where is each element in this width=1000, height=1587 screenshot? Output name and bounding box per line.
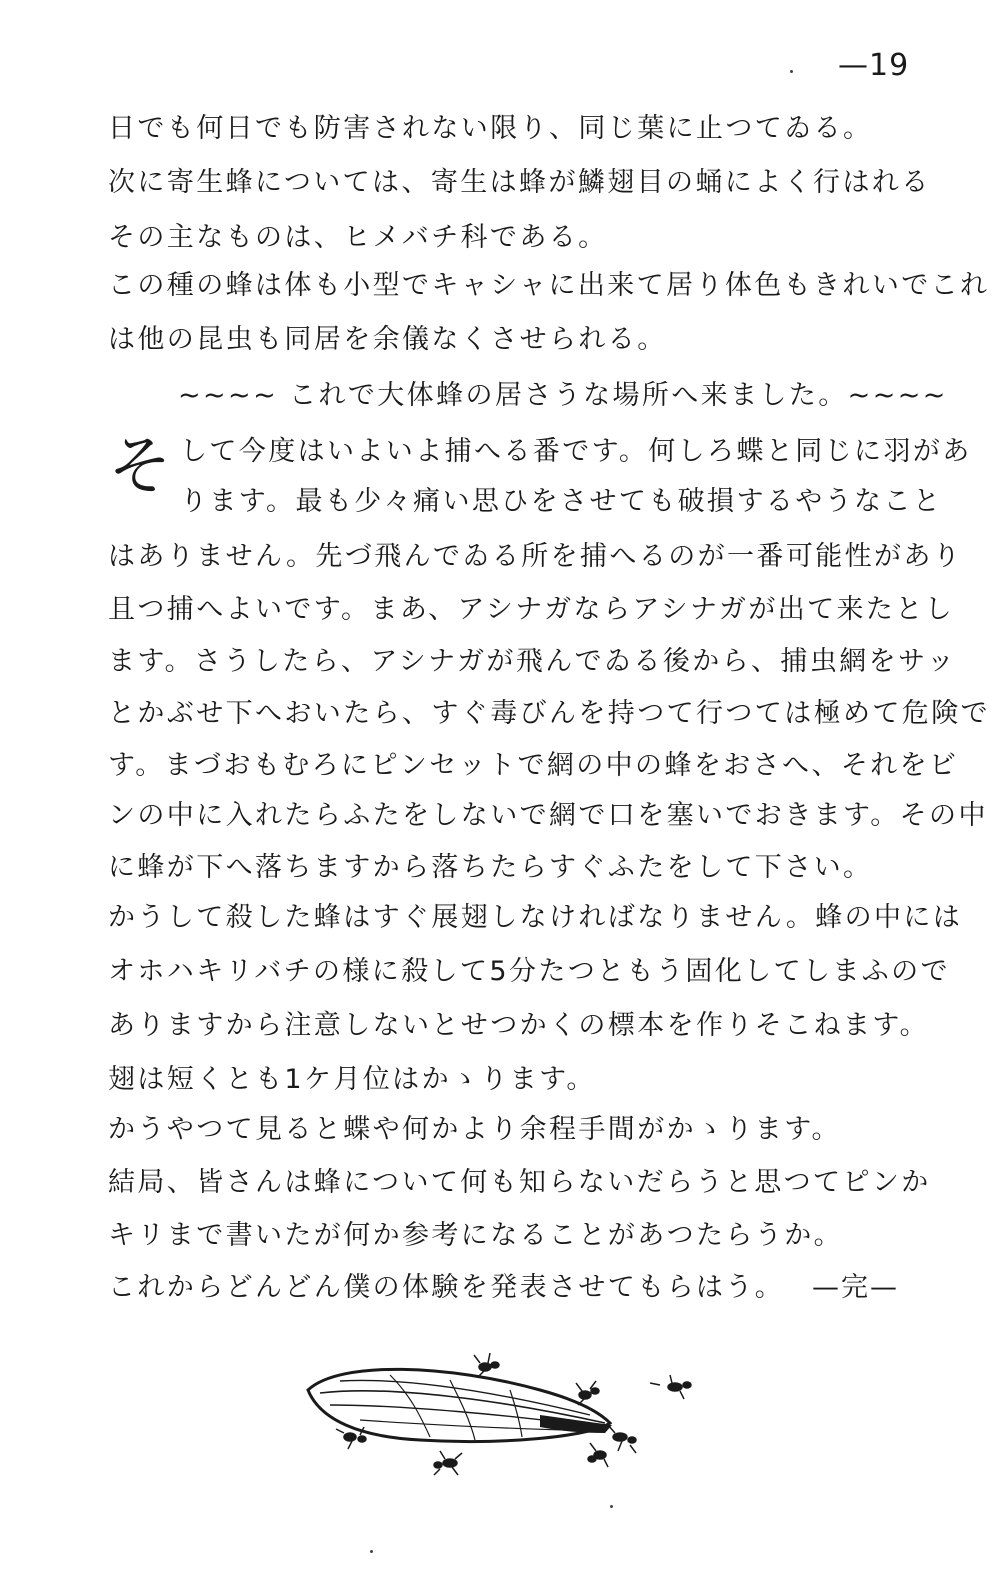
paragraph-line-10: かうして殺した蜂はすぐ展翅しなければなりません。蜂の中には [108, 902, 963, 933]
paragraph-line-4: 且つ捕へよいです。まあ、アシナガならアシナガが出て来たとし [108, 594, 955, 625]
drop-cap: そ [108, 430, 172, 504]
speck-mark [370, 1550, 373, 1553]
paragraph-line-15: 結局、皆さんは蜂について何も知らないだらうと思つてピンか [108, 1167, 931, 1198]
paragraph-line-14: かうやつて見ると蝶や何かより余程手間がかゝります。 [108, 1114, 841, 1145]
text-line-4: この種の蜂は体も小型でキャシャに出来て居り体色もきれいでこれ [108, 270, 990, 301]
text-line-2: 次に寄生蜂については、寄生は蜂が鱗翅目の蛹によく行はれる [108, 167, 931, 198]
speck-mark [610, 1505, 613, 1508]
paragraph-line-7: す。まづおもむろにピンセットで網の中の蜂をおさへ、それをビ [108, 750, 959, 781]
paragraph-line-11: オホハキリバチの様に殺して5分たつともう固化してしまふので [108, 956, 950, 987]
paragraph-line-1: して今度はいよいよ捕へる番です。何しろ蝶と同じに羽があ [180, 436, 972, 467]
paragraph-line-17: これからどんどん僕の体験を発表させてもらはう。 [108, 1272, 785, 1303]
text-line-3: その主なものは、ヒメバチ科である。 [108, 222, 608, 253]
paragraph-line-16: キリまで書いたが何か参考になることがあつたらうか。 [108, 1220, 843, 1251]
text-line-1: 日でも何日でも防害されない限り、同じ葉に止つてゐる。 [108, 113, 873, 144]
speck-mark [790, 70, 793, 73]
paragraph-line-13: 翅は短くとも1ケ月位はかゝります。 [108, 1064, 596, 1095]
paragraph-line-9: に蜂が下へ落ちますから落ちたらすぐふたをして下さい。 [108, 852, 873, 883]
paragraph-line-12: ありますから注意しないとせつかくの標本を作りそこねます。 [108, 1010, 930, 1041]
paragraph-line-8: ンの中に入れたらふたをしないで網で口を塞いでおきます。その中 [108, 800, 988, 831]
wing-and-ants-illustration [300, 1345, 720, 1485]
paragraph-line-6: とかぶせ下へおいたら、すぐ毒びんを持つて行つては極めて危険で [108, 698, 990, 729]
end-mark: —完— [812, 1272, 899, 1303]
text-line-5: は他の昆虫も同居を余儀なくさせられる。 [108, 324, 667, 355]
paragraph-line-3: はありません。先づ飛んでゐる所を捕へるのが一番可能性があり [108, 541, 963, 572]
paragraph-line-5: ます。さうしたら、アシナガが飛んでゐる後から、捕虫網をサッ [108, 646, 957, 677]
page-number: —19 [838, 48, 910, 83]
paragraph-line-2: ります。最も少々痛い思ひをさせても破損するやうなこと [180, 486, 943, 517]
section-separator: ~~~~ これで大体蜂の居さうな場所へ来ました。~~~~ [178, 380, 948, 411]
